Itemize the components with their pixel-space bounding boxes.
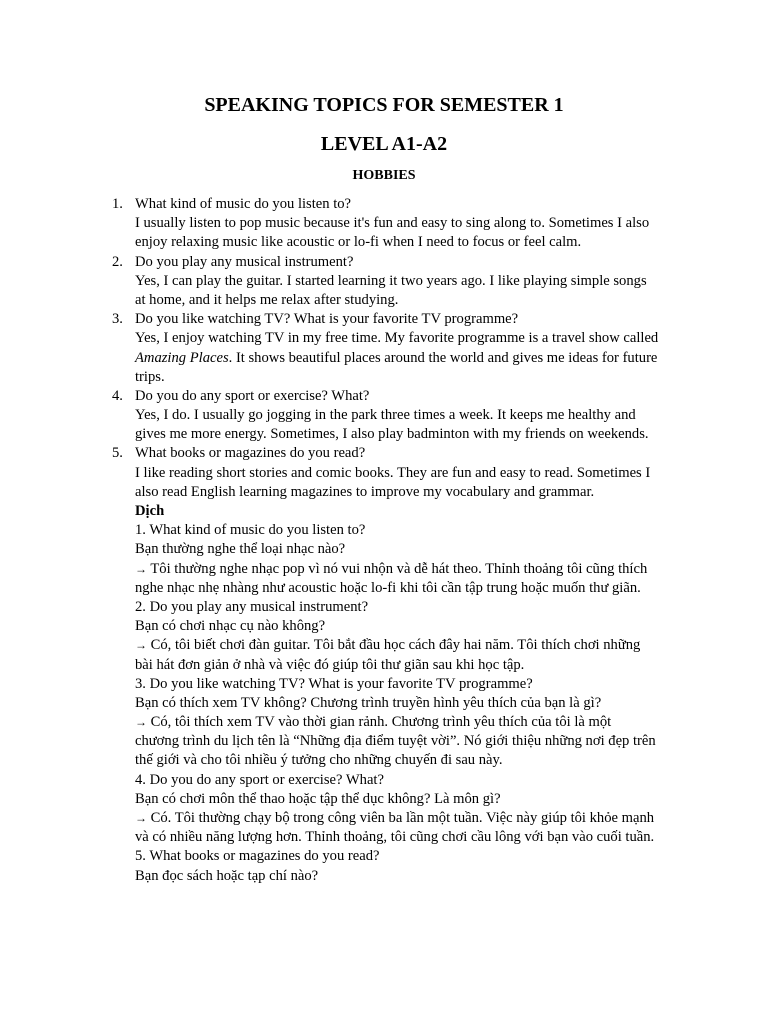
translation-answer-line	[0, 560, 768, 579]
question-number: 1.	[112, 196, 123, 212]
translation-heading: Dịch	[135, 503, 165, 519]
question-2	[0, 253, 768, 272]
translation-answer-line: bài hát đơn giản ở nhà và việc đó giúp tôi thư giãn sau khi học tập.	[135, 656, 525, 673]
arrow-icon: →	[135, 715, 147, 730]
question-text: What books or magazines do you read?	[135, 445, 366, 462]
translation-question: 4. Do you do any sport or exercise? What?	[135, 771, 384, 788]
answer-text: Có. Tôi thường chạy bộ trong công viên ba lần một tuần. Việc này giúp tôi khỏe mạnh	[147, 810, 655, 826]
translation-answer-line: nghe nhạc nhẹ nhàng như acoustic hoặc lo-fi khi tôi cần tập trung hoặc muốn thư giãn.	[135, 579, 641, 596]
answer-text: . It shows beautiful places around the world and gives me ideas for future	[228, 349, 658, 366]
answer-text: Tôi thường nghe nhạc pop vì nó vui nhộn và dễ hát theo. Thỉnh thoảng tôi cũng thích	[147, 560, 648, 577]
answer-line: I like reading short stories and comic books. They are fun and easy to read. Sometimes I	[135, 464, 651, 481]
answer-line: Yes, I enjoy watching TV in my free time. My favorite programme is a travel show called	[135, 330, 659, 347]
page-title: SPEAKING TOPICS FOR SEMESTER 1	[204, 94, 564, 116]
question-text: Do you do any sport or exercise? What?	[135, 387, 370, 404]
answer-line: enjoy relaxing music like acoustic or lo-fi when I need to focus or feel calm.	[135, 234, 582, 251]
answer-line: I usually listen to pop music because it's fun and easy to sing along to. Sometimes I also	[135, 215, 650, 232]
question-5	[0, 444, 768, 463]
arrow-icon: →	[135, 638, 147, 653]
show-title: Amazing Places	[135, 349, 229, 366]
translation-question: 1. What kind of music do you listen to?	[135, 522, 366, 539]
question-1	[0, 195, 768, 214]
answer-line: Yes, I do. I usually go jogging in the park three times a week. It keeps me healthy and	[135, 407, 636, 424]
translation-answer-line	[0, 636, 768, 655]
arrow-icon: →	[135, 561, 147, 576]
answer-line: at home, and it helps me relax after studying.	[135, 291, 399, 308]
translation-answer-line: thế giới và cho tôi nhiều ý tưởng cho những chuyến đi sau này.	[135, 752, 503, 769]
question-3	[0, 310, 768, 329]
translation-question-vi: Bạn có thích xem TV không? Chương trình truyền hình yêu thích của bạn là gì?	[135, 694, 602, 711]
question-text: Do you like watching TV? What is your favorite TV programme?	[135, 311, 519, 328]
translation-question: 2. Do you play any musical instrument?	[135, 598, 369, 615]
level-heading: LEVEL A1-A2	[320, 133, 448, 155]
arrow-icon: →	[135, 811, 147, 825]
answer-line: gives me more energy. Sometimes, I also play badminton with my friends on weekends.	[135, 426, 649, 443]
document-body	[0, 195, 768, 886]
translation-question: 3. Do you like watching TV? What is your favorite TV programme?	[135, 675, 533, 692]
question-text: Do you play any musical instrument?	[135, 253, 354, 270]
question-text: What kind of music do you listen to?	[135, 196, 352, 212]
answer-line: also read English learning magazines to improve my vocabulary and grammar.	[135, 483, 595, 500]
question-number: 4.	[112, 387, 123, 404]
translation-answer-line	[0, 713, 768, 732]
question-4	[0, 387, 768, 406]
question-number: 2.	[112, 253, 123, 270]
question-number: 5.	[112, 445, 123, 462]
translation-answer-line	[0, 809, 768, 828]
answer-line: Yes, I can play the guitar. I started learning it two years ago. I like playing simple songs	[135, 272, 647, 289]
translation-answer-line: chương trình du lịch tên là “Những địa điểm tuyệt vời”. Nó giới thiệu những nơi đẹp trên	[135, 733, 656, 750]
answer-text: Có, tôi biết chơi đàn guitar. Tôi bắt đầu học cách đây hai năm. Tôi thích chơi những	[147, 637, 641, 654]
question-number: 3.	[112, 311, 123, 328]
answer-text: Có, tôi thích xem TV vào thời gian rảnh. Chương trình yêu thích của tôi là một	[147, 714, 612, 731]
translation-question-vi: Bạn có chơi môn thể thao hoặc tập thể dục không? Là môn gì?	[135, 790, 501, 807]
translation-question-vi: Bạn đọc sách hoặc tạp chí nào?	[135, 867, 319, 884]
translation-question-vi: Bạn thường nghe thể loại nhạc nào?	[135, 541, 346, 558]
translation-answer-line: và có nhiều năng lượng hơn. Thỉnh thoảng, tôi cũng chơi cầu lông với bạn vào cuối tuần.	[135, 829, 655, 846]
translation-question-vi: Bạn có chơi nhạc cụ nào không?	[135, 618, 326, 635]
topic-heading: HOBBIES	[352, 168, 416, 183]
translation-question: 5. What books or magazines do you read?	[135, 848, 380, 865]
answer-line: trips.	[135, 368, 165, 385]
answer-line	[0, 349, 768, 368]
